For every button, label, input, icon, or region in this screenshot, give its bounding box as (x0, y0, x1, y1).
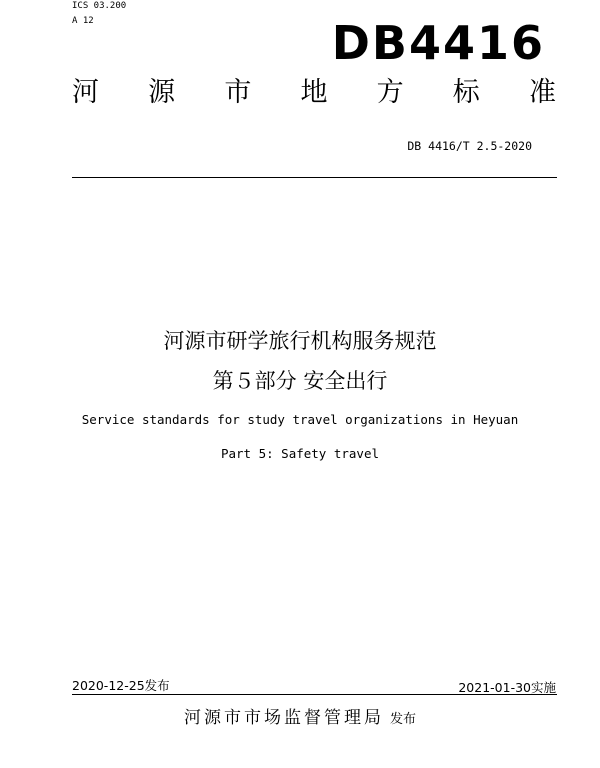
bottom-divider (72, 694, 557, 695)
issuer-line (0, 703, 600, 728)
title-english: Service standards for study travel organizations in Heyuan (81, 412, 519, 427)
top-divider (72, 177, 557, 178)
local-standard-char: 源 (148, 77, 176, 108)
local-standard-char: 地 (300, 77, 328, 108)
publish-date: 2020-12-25发布 (72, 678, 170, 693)
local-standard-char: 标 (452, 77, 480, 108)
local-standard-char: 方 (376, 77, 404, 108)
implement-date: 2021-01-30实施 (458, 680, 556, 695)
title-chinese-line1: 河源市研学旅行机构服务规范 (163, 329, 437, 353)
local-standard-char: 市 (224, 77, 252, 108)
local-standard-char: 准 (528, 77, 556, 108)
issuer-suffix: 发布 (389, 712, 416, 727)
db-logo: DB4416 (331, 16, 545, 70)
ccs-code: A 12 (72, 16, 94, 26)
title-english-part: Part 5: Safety travel (220, 446, 380, 461)
title-chinese-line2: 第５部分 安全出行 (212, 369, 388, 393)
standard-number: DB 4416/T 2.5-2020 (407, 139, 532, 153)
local-standard-heading (72, 79, 556, 106)
local-standard-char: 河 (72, 77, 99, 108)
ics-code: ICS 03.200 (72, 1, 127, 11)
issuer-name: 河源市市场监督管理局 (183, 708, 384, 728)
